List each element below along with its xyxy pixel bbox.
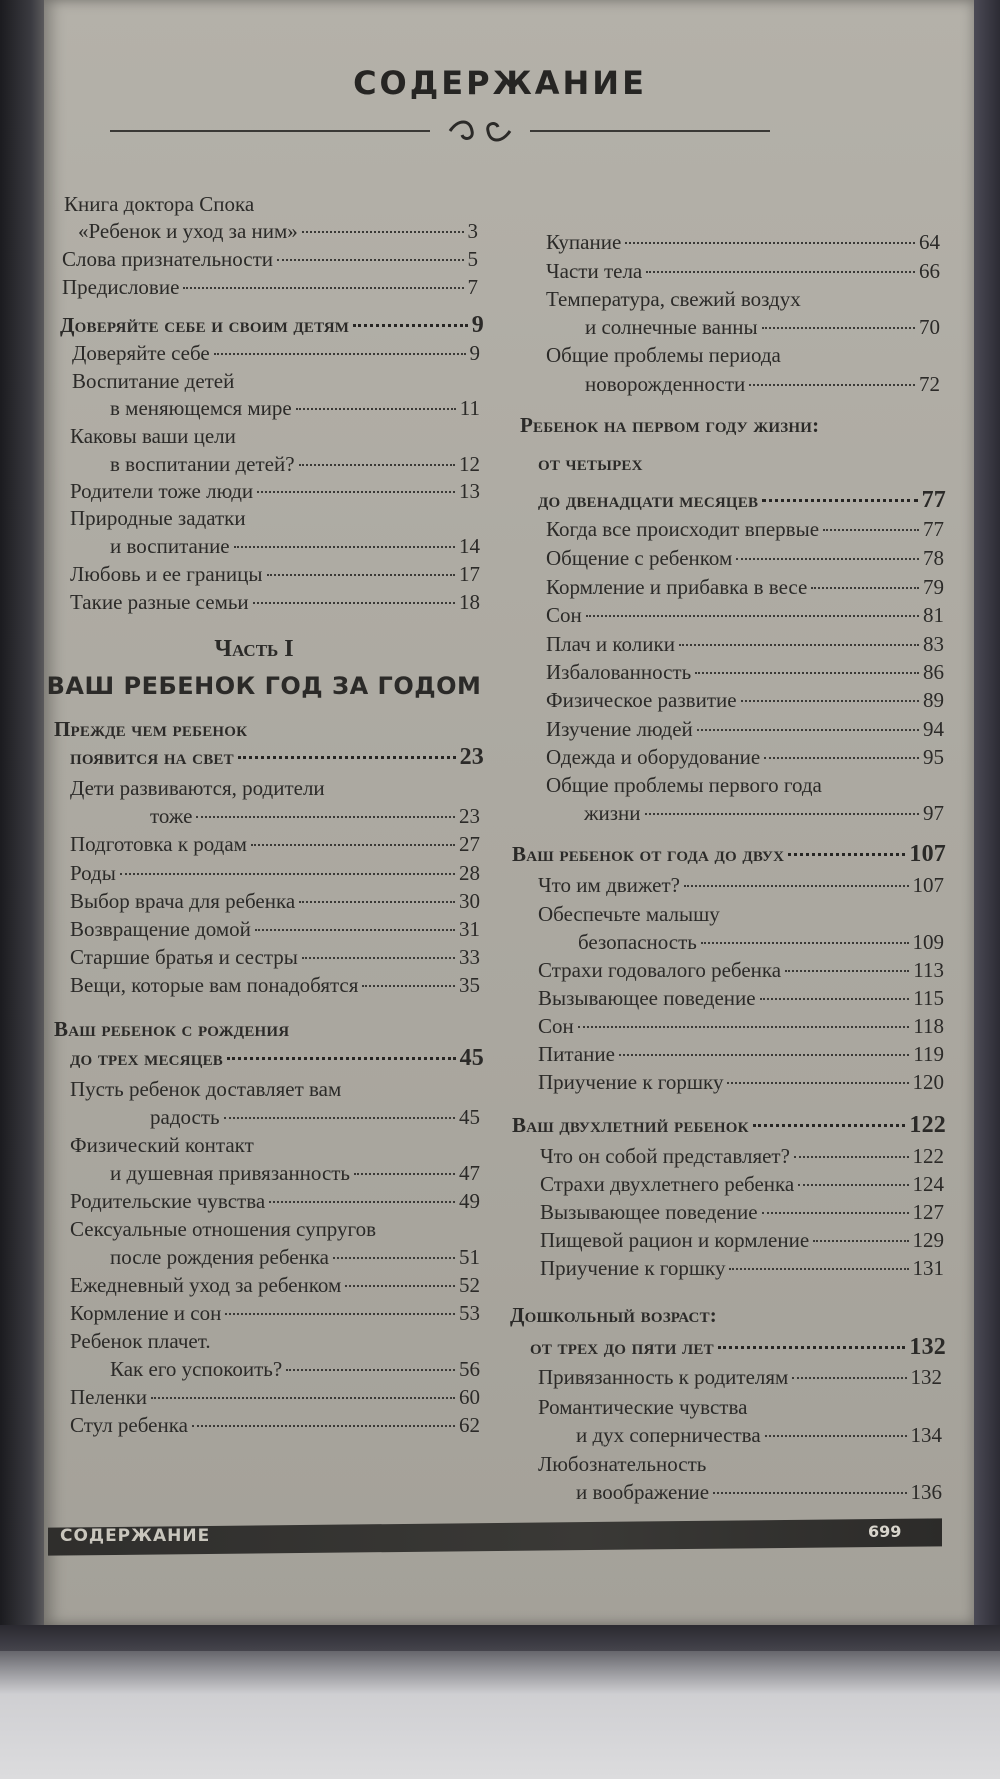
toc-entry[interactable]: [110, 533, 480, 560]
toc-entry-title: радость: [150, 1105, 220, 1129]
toc-entry[interactable]: [70, 561, 480, 588]
leader-dots: [792, 1377, 906, 1379]
leader-dots: [736, 558, 919, 560]
toc-entry[interactable]: [70, 1188, 480, 1215]
toc-entry-title: Родительские чувства: [70, 1189, 266, 1213]
toc-entry-title: Кормление и сон: [70, 1301, 222, 1325]
leader-dots: [764, 757, 919, 759]
toc-entry-page: 5: [467, 247, 478, 271]
toc-entry-title: Питание: [538, 1042, 615, 1066]
toc-entry-page: 64: [919, 230, 940, 254]
toc-entry-page: 45: [459, 1105, 480, 1129]
toc-entry[interactable]: [70, 505, 480, 532]
toc-entry[interactable]: [576, 1479, 942, 1506]
toc-entry-title: Ребенок плачет.: [70, 1329, 211, 1353]
toc-section-heading[interactable]: [70, 744, 484, 771]
part-label: Часть I: [214, 636, 294, 662]
leader-dots: [151, 1397, 455, 1399]
toc-entry-title: Выбор врача для ребенка: [70, 889, 296, 913]
toc-entry-title: Приучение к горшку: [540, 1256, 726, 1280]
leader-dots: [697, 729, 919, 731]
toc-entry-title: и дух соперничества: [576, 1423, 761, 1447]
toc-entry[interactable]: [585, 371, 940, 398]
toc-entry-title: Такие разные семьи: [70, 590, 249, 614]
toc-entry-page: 72: [919, 372, 940, 396]
toc-entry[interactable]: [585, 314, 940, 341]
toc-entry-page: 134: [910, 1423, 942, 1447]
toc-entry-title: Общение с ребенком: [546, 546, 733, 570]
leader-dots: [302, 231, 464, 233]
leader-dots: [183, 287, 463, 289]
toc-section-heading[interactable]: [538, 487, 946, 514]
toc-section-heading[interactable]: [512, 841, 946, 868]
toc-entry-page: 94: [923, 717, 944, 741]
toc-entry-page: 33: [459, 945, 480, 969]
toc-section-heading[interactable]: [512, 1112, 946, 1139]
leader-dots: [625, 242, 915, 244]
toc-entry[interactable]: [538, 901, 944, 928]
toc-entry-title: Общие проблемы первого года: [546, 773, 822, 797]
toc-entry[interactable]: [70, 1412, 480, 1439]
toc-entry-title: Сексуальные отношения супругов: [70, 1217, 377, 1241]
toc-entry-page: 77: [923, 517, 944, 541]
toc-entry[interactable]: [70, 1328, 480, 1355]
toc-entry-page: 18: [459, 590, 480, 614]
leader-dots: [760, 998, 910, 1000]
toc-entry-title: Кормление и прибавка в весе: [546, 575, 808, 599]
toc-entry-title: жизни: [584, 801, 641, 825]
leader-dots: [586, 615, 919, 617]
toc-entry[interactable]: [72, 368, 480, 395]
leader-dots: [255, 929, 455, 931]
toc-entry[interactable]: [538, 1364, 942, 1391]
leader-dots: [345, 1285, 455, 1287]
toc-entry[interactable]: [540, 1255, 944, 1282]
toc-entry[interactable]: [70, 1076, 480, 1103]
toc-entry-title: Части тела: [546, 259, 643, 283]
toc-entry-page: 27: [459, 832, 480, 856]
toc-entry-title: Сон: [546, 603, 582, 627]
toc-entry-page: 95: [923, 745, 944, 769]
leader-dots: [251, 844, 455, 846]
toc-entry[interactable]: [70, 775, 480, 802]
toc-entry-page: 109: [912, 930, 944, 954]
leader-dots: [794, 1156, 909, 1158]
toc-entry-page: 30: [459, 889, 480, 913]
toc-entry[interactable]: [538, 1451, 942, 1478]
toc-entry-title: Изучение людей: [546, 717, 693, 741]
toc-entry-page: 86: [923, 660, 944, 684]
toc-entry-page: 131: [912, 1256, 944, 1280]
toc-entry-title: Слова признательности: [62, 247, 274, 271]
leader-dots: [302, 957, 455, 959]
leader-dots: [277, 259, 463, 261]
leader-dots: [224, 1117, 455, 1119]
toc-entry-title: Общие проблемы периода: [546, 343, 781, 367]
leader-dots: [718, 1346, 906, 1349]
section-page: 132: [909, 1334, 946, 1360]
leader-dots: [353, 324, 468, 327]
toc-entry-title: Плач и колики: [546, 632, 675, 656]
toc-entry-title: Физический контакт: [70, 1133, 254, 1157]
toc-entry[interactable]: [538, 1069, 944, 1096]
toc-entry-page: 127: [912, 1200, 944, 1224]
toc-entry-page: 52: [459, 1273, 480, 1297]
leader-dots: [765, 1435, 907, 1437]
toc-entry[interactable]: [70, 1384, 480, 1411]
leader-dots: [120, 873, 455, 875]
toc-entry[interactable]: [538, 872, 944, 899]
toc-entry-page: 11: [459, 396, 480, 420]
book-bottom-edge: [0, 1625, 1000, 1651]
leader-dots: [753, 1124, 906, 1127]
toc-entry-page: 120: [912, 1070, 944, 1094]
toc-entry-page: 56: [459, 1357, 480, 1381]
toc-entry-title: Привязанность к родителям: [538, 1365, 789, 1389]
toc-entry[interactable]: [64, 191, 484, 218]
toc-entry[interactable]: [110, 451, 480, 478]
toc-entry[interactable]: [546, 659, 944, 686]
toc-entry-title: Дети развиваются, родители: [70, 776, 325, 800]
leader-dots: [362, 985, 455, 987]
toc-entry-title: Физическое развитие: [546, 688, 737, 712]
toc-entry-page: 97: [923, 801, 944, 825]
toc-entry[interactable]: [538, 1394, 942, 1421]
toc-entry[interactable]: [70, 1216, 480, 1243]
toc-entry[interactable]: [62, 246, 478, 273]
toc-entry-title: Любознательность: [538, 1452, 707, 1476]
toc-entry[interactable]: [540, 1227, 944, 1254]
toc-entry-title: Природные задатки: [70, 506, 246, 530]
toc-entry[interactable]: [546, 772, 944, 799]
toc-entry-title: Доверяйте себе: [72, 341, 210, 365]
toc-entry-page: 107: [912, 873, 944, 897]
leader-dots: [798, 1184, 908, 1186]
toc-entry-title: Подготовка к родам: [70, 832, 247, 856]
toc-entry-page: 124: [912, 1172, 944, 1196]
toc-entry[interactable]: [538, 1013, 944, 1040]
toc-entry-page: 62: [459, 1413, 480, 1437]
toc-entry-title: Приучение к горшку: [538, 1070, 724, 1094]
section-title: от трех до пяти лет: [530, 1335, 714, 1359]
toc-entry-page: 115: [913, 986, 944, 1010]
toc-entry[interactable]: [110, 1160, 480, 1187]
section-page: 45: [459, 1045, 484, 1071]
leader-dots: [762, 499, 917, 502]
toc-entry-page: 122: [912, 1144, 944, 1168]
toc-entry[interactable]: [546, 744, 944, 771]
toc-entry[interactable]: [540, 1171, 944, 1198]
toc-entry-page: 118: [913, 1014, 944, 1038]
leader-dots: [269, 1201, 455, 1203]
toc-entry[interactable]: [110, 395, 480, 422]
leader-dots: [286, 1369, 455, 1371]
toc-entry[interactable]: [72, 340, 480, 367]
leader-dots: [299, 901, 455, 903]
leader-dots: [811, 587, 919, 589]
toc-entry-title: Романтические чувства: [538, 1395, 748, 1419]
toc-entry[interactable]: [546, 545, 944, 572]
toc-entry[interactable]: [70, 972, 480, 999]
toc-entry-title: Что он собой представляет?: [540, 1144, 790, 1168]
toc-entry-page: 60: [459, 1385, 480, 1409]
book-spine-shadow: [0, 0, 44, 1650]
leader-dots: [695, 672, 919, 674]
toc-entry-page: 53: [459, 1301, 480, 1325]
section-page: 9: [471, 312, 484, 338]
toc-entry[interactable]: [70, 1300, 480, 1327]
toc-entry[interactable]: [546, 687, 944, 714]
section-page: 107: [909, 841, 946, 867]
toc-section-heading[interactable]: [70, 1045, 484, 1072]
toc-entry[interactable]: [584, 800, 944, 827]
toc-section-heading-line: Дошкольный возраст:: [510, 1303, 717, 1327]
part-title: ВАШ РЕБЕНОК ГОД ЗА ГОДОМ: [46, 672, 482, 700]
toc-entry[interactable]: [70, 944, 480, 971]
toc-entry-title: в меняющемся мире: [110, 396, 292, 420]
toc-entry[interactable]: [70, 860, 480, 887]
leader-dots: [646, 271, 915, 273]
toc-entry[interactable]: [110, 1244, 480, 1271]
leader-dots: [823, 529, 919, 531]
toc-entry-title: Одежда и оборудование: [546, 745, 761, 769]
toc-entry[interactable]: [538, 957, 944, 984]
toc-entry[interactable]: [70, 423, 480, 450]
toc-entry[interactable]: [546, 286, 940, 313]
leader-dots: [296, 408, 456, 410]
toc-entry-title: новорожденности: [585, 372, 746, 396]
toc-entry-title: Родители тоже люди: [70, 479, 254, 503]
toc-entry-title: Страхи двухлетнего ребенка: [540, 1172, 795, 1196]
toc-entry-title: Любовь и ее границы: [70, 562, 263, 586]
toc-entry[interactable]: [538, 985, 944, 1012]
section-page: 122: [909, 1112, 946, 1138]
toc-entry-title: Сон: [538, 1014, 574, 1038]
toc-entry-title: Когда все происходит впервые: [546, 517, 820, 541]
toc-entry-page: 66: [919, 259, 940, 283]
leader-dots: [813, 1240, 908, 1242]
toc-entry-title: Каковы ваши цели: [70, 424, 236, 448]
toc-entry-title: Предисловие: [62, 275, 180, 299]
toc-entry-page: 51: [459, 1245, 480, 1269]
toc-entry-page: 28: [459, 861, 480, 885]
toc-entry-page: 119: [913, 1042, 944, 1066]
toc-entry[interactable]: [110, 1356, 480, 1383]
toc-entry[interactable]: [578, 929, 944, 956]
toc-entry-title: и воспитание: [110, 534, 230, 558]
section-title: появится на свет: [70, 745, 234, 769]
toc-entry-title: Возвращение домой: [70, 917, 251, 941]
toc-section-heading-line: Ребенок на первом году жизни:: [520, 413, 820, 437]
leader-dots: [788, 853, 905, 856]
leader-dots: [679, 644, 919, 646]
toc-entry-title: Пеленки: [70, 1385, 147, 1409]
toc-entry-page: 13: [459, 479, 480, 503]
toc-entry-title: Роды: [70, 861, 116, 885]
toc-entry-page: 23: [459, 804, 480, 828]
toc-entry[interactable]: [150, 803, 480, 830]
leader-dots: [578, 1026, 910, 1028]
toc-entry-page: 83: [923, 632, 944, 656]
toc-entry-title: Купание: [546, 230, 622, 254]
toc-section-heading[interactable]: [60, 312, 484, 339]
toc-entry-title: Как его успокоить?: [110, 1357, 283, 1381]
toc-entry-title: тоже: [150, 804, 193, 828]
toc-entry[interactable]: [70, 1272, 480, 1299]
toc-entry-title: «Ребенок и уход за ним»: [78, 219, 298, 243]
leader-dots: [227, 1057, 456, 1060]
toc-entry[interactable]: [576, 1422, 942, 1449]
toc-entry-title: Старшие братья и сестры: [70, 945, 298, 969]
section-title: Ваш ребенок от года до двух: [512, 842, 785, 866]
leader-dots: [619, 1054, 909, 1056]
toc-entry-page: 7: [467, 275, 478, 299]
toc-entry-title: Что им движет?: [538, 873, 680, 897]
toc-entry[interactable]: [546, 631, 944, 658]
toc-entry-title: Температура, свежий воздух: [546, 287, 801, 311]
toc-entry-page: 3: [467, 219, 478, 243]
toc-entry[interactable]: [546, 574, 944, 601]
toc-entry-page: 31: [459, 917, 480, 941]
toc-entry-page: 89: [923, 688, 944, 712]
toc-entry[interactable]: [546, 258, 940, 285]
toc-entry-title: в воспитании детей?: [110, 452, 295, 476]
toc-entry-page: 17: [459, 562, 480, 586]
toc-entry-title: Ежедневный уход за ребенком: [70, 1273, 342, 1297]
leader-dots: [214, 353, 466, 355]
toc-entry[interactable]: [540, 1143, 944, 1170]
leader-dots: [749, 384, 915, 386]
leader-dots: [354, 1173, 455, 1175]
leader-dots: [267, 574, 456, 576]
leader-dots: [645, 813, 919, 815]
toc-entry[interactable]: [70, 1132, 480, 1159]
section-page: 23: [459, 744, 484, 770]
footer-label: СОДЕРЖАНИЕ: [60, 1526, 211, 1546]
leader-dots: [762, 327, 915, 329]
section-title: до двенадцати месяцев: [538, 488, 759, 512]
toc-entry[interactable]: [546, 342, 940, 369]
leader-dots: [238, 756, 456, 759]
toc-entry-title: после рождения ребенка: [110, 1245, 330, 1269]
leader-dots: [192, 1425, 455, 1427]
toc-entry-title: и душевная привязанность: [110, 1161, 351, 1185]
leader-dots: [762, 1212, 909, 1214]
section-title: Ваш двухлетний ребенок: [512, 1113, 749, 1137]
toc-entry[interactable]: [546, 229, 940, 256]
toc-entry-title: Страхи годовалого ребенка: [538, 958, 782, 982]
toc-entry-page: 49: [459, 1189, 480, 1213]
leader-dots: [727, 1082, 908, 1084]
toc-entry-page: 9: [469, 341, 480, 365]
toc-entry[interactable]: [70, 478, 480, 505]
toc-entry-page: 136: [910, 1480, 942, 1504]
toc-entry-page: 81: [923, 603, 944, 627]
toc-entry[interactable]: [70, 916, 480, 943]
toc-entry-title: Вызывающее поведение: [538, 986, 756, 1010]
leader-dots: [701, 942, 909, 944]
toc-entry-page: 79: [923, 575, 944, 599]
book-cover-edge: [974, 0, 1000, 1640]
toc-entry[interactable]: [62, 274, 478, 301]
toc-entry-title: безопасность: [578, 930, 697, 954]
toc-entry[interactable]: [70, 888, 480, 915]
toc-entry-title: Стул ребенка: [70, 1413, 188, 1437]
leader-dots: [729, 1268, 908, 1270]
toc-entry[interactable]: [70, 589, 480, 616]
leader-dots: [333, 1257, 455, 1259]
toc-entry-page: 70: [919, 315, 940, 339]
toc-entry-page: 12: [459, 452, 480, 476]
toc-entry[interactable]: [540, 1199, 944, 1226]
toc-section-heading-line: Прежде чем ребенок: [54, 717, 248, 741]
toc-entry-title: и солнечные ванны: [585, 315, 758, 339]
leader-dots: [257, 491, 455, 493]
toc-entry-page: 47: [459, 1161, 480, 1185]
toc-entry-title: Вызывающее поведение: [540, 1200, 758, 1224]
toc-entry-page: 14: [459, 534, 480, 558]
toc-entry[interactable]: [150, 1104, 480, 1131]
leader-dots: [299, 464, 455, 466]
toc-entry-page: 113: [913, 958, 944, 982]
leader-dots: [785, 970, 909, 972]
toc-entry-title: Пищевой рацион и кормление: [540, 1228, 810, 1252]
toc-entry-page: 129: [912, 1228, 944, 1252]
toc-entry-title: Обеспечьте малышу: [538, 902, 720, 926]
section-page: 77: [921, 487, 946, 513]
toc-entry[interactable]: [546, 716, 944, 743]
footer-page-number: 699: [868, 1522, 902, 1541]
leader-dots: [741, 700, 919, 702]
leader-dots: [196, 816, 455, 818]
section-title: до трех месяцев: [70, 1046, 223, 1070]
section-title: Доверяйте себе и своим детям: [60, 313, 350, 337]
toc-section-heading[interactable]: [530, 1334, 946, 1361]
page-title: СОДЕРЖАНИЕ: [353, 64, 647, 102]
leader-dots: [253, 602, 455, 604]
toc-entry[interactable]: [70, 831, 480, 858]
toc-entry-title: Воспитание детей: [72, 369, 235, 393]
toc-entry-title: и воображение: [576, 1480, 710, 1504]
toc-entry-page: 35: [459, 973, 480, 997]
toc-entry-title: Книга доктора Спока: [64, 192, 255, 216]
toc-entry-page: 132: [910, 1365, 942, 1389]
toc-entry[interactable]: [538, 1041, 944, 1068]
toc-entry-title: Избалованность: [546, 660, 692, 684]
toc-entry[interactable]: [546, 516, 944, 543]
leader-dots: [713, 1492, 906, 1494]
toc-entry-title: Пусть ребенок доставляет вам: [70, 1077, 342, 1101]
toc-entry[interactable]: [546, 602, 944, 629]
leader-dots: [234, 546, 455, 548]
leader-dots: [225, 1313, 455, 1315]
toc-entry-page: 78: [923, 546, 944, 570]
toc-entry[interactable]: [78, 218, 478, 245]
toc-section-heading-line: Ваш ребенок с рождения: [54, 1017, 290, 1041]
leader-dots: [684, 885, 909, 887]
ornament-divider: [110, 118, 770, 144]
toc-entry-title: Вещи, которые вам понадобятся: [70, 973, 359, 997]
toc-section-heading-line: от четырех: [538, 451, 643, 475]
